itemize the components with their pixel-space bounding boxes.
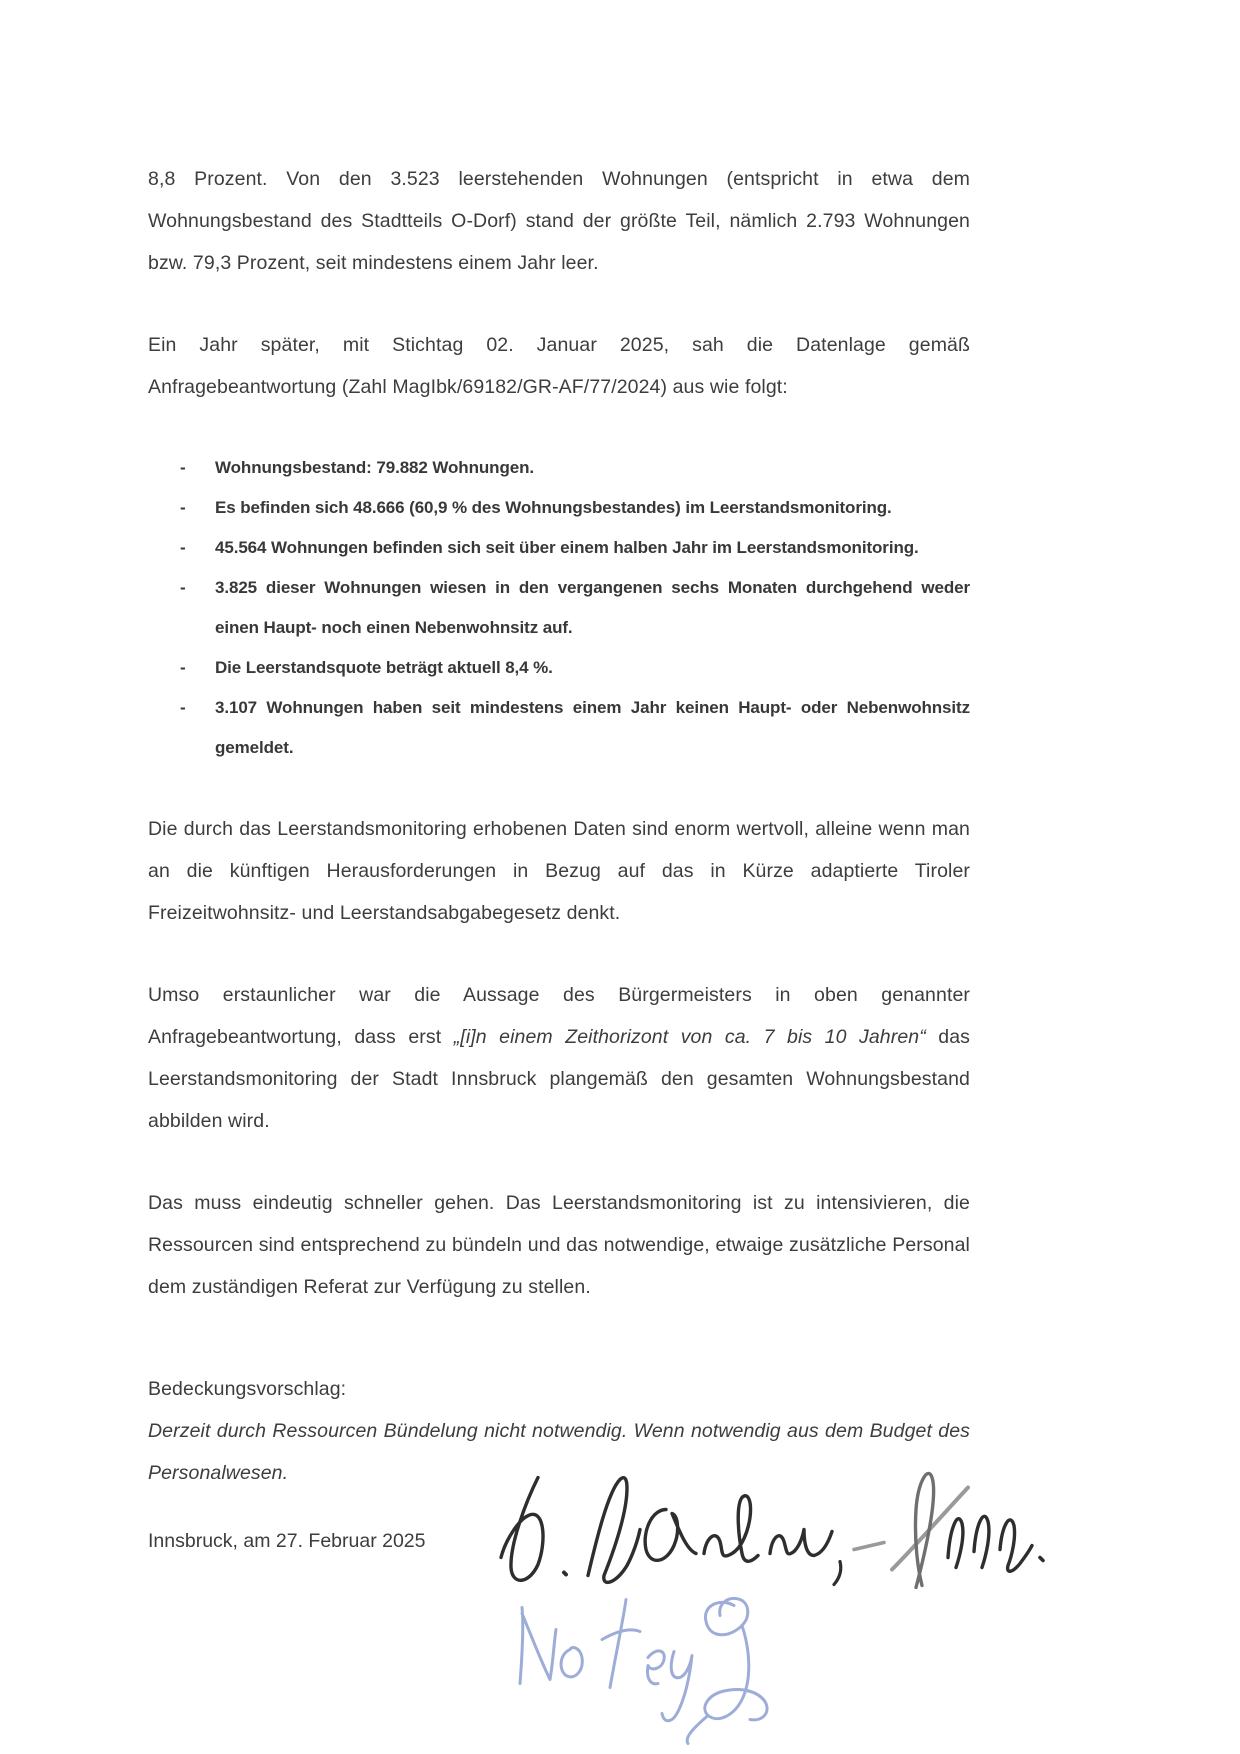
bullet-dash: - <box>180 458 186 477</box>
paragraph-data-value: Die durch das Leerstandsmonitoring erhobenen Daten sind enorm wertvoll, alleine wenn man an die künftigen Herausforderungen in Bezug auf das in Kürze adaptierte Tiroler Freizeitwohnsitz- und Leerstandsabgabegesetz denkt. <box>148 818 970 924</box>
paragraph-demand: Das muss eindeutig schneller gehen. Das Leerstandsmonitoring ist zu intensivieren, die Ressourcen sind entsprechend zu bündeln und das notwendige, etwaige zusätzliche Personal dem zuständigen Referat zur Verfügung zu stellen. <box>148 1192 970 1298</box>
paragraph-intro-stichtag-2025: Ein Jahr später, mit Stichtag 02. Januar 2025, sah die Datenlage gemäß Anfragebeantwortung (Zahl MagIbk/69182/GR-AF/77/2024) aus wie folgt: <box>148 334 970 398</box>
document-body <box>148 158 970 1494</box>
list-item-text: Wohnungsbestand: 79.882 Wohnungen. <box>215 458 534 477</box>
list-item <box>148 488 970 528</box>
list-item-text: Die Leerstandsquote beträgt aktuell 8,4 %. <box>215 658 553 677</box>
place-date-line: Innsbruck, am 27. Februar 2025 <box>148 1530 426 1552</box>
bullet-dash: - <box>180 698 186 717</box>
list-item-text: 3.825 dieser Wohnungen wiesen in den vergangenen sechs Monaten durchgehend weder einen Haupt- noch einen Nebenwohnsitz auf. <box>215 578 970 637</box>
list-item <box>148 448 970 488</box>
list-item <box>148 568 970 648</box>
list-item-text: Es befinden sich 48.666 (60,9 % des Wohnungsbestandes) im Leerstandsmonitoring. <box>215 498 892 517</box>
paragraph-vacancy-2024: 8,8 Prozent. Von den 3.523 leerstehenden Wohnungen (entspricht in etwa dem Wohnungsbestand des Stadtteils O-Dorf) stand der größte Teil, nämlich 2.793 Wohnungen bzw. 79,3 Prozent, seit mindestens einem Jahr leer. <box>148 168 970 274</box>
statement-suffix: das Leerstandsmonitoring der Stadt Innsbruck plangemäß den gesamten Wohnungsbestand abbilden wird. <box>148 1026 971 1132</box>
bullet-dash: - <box>180 498 186 517</box>
vacancy-data-list <box>148 448 970 768</box>
paragraph-mayor-statement <box>148 974 970 1142</box>
list-item <box>148 688 970 768</box>
coverage-proposal-heading: Bedeckungsvorschlag: <box>148 1378 347 1400</box>
list-item <box>148 648 970 688</box>
bullet-dash: - <box>180 578 186 597</box>
handwritten-signature-blue <box>498 1585 828 1750</box>
list-item-text: 45.564 Wohnungen befinden sich seit über einem halben Jahr im Leerstandsmonitoring. <box>215 538 919 557</box>
list-item-text: 3.107 Wohnungen haben seit mindestens einem Jahr keinen Haupt- oder Nebenwohnsitz gemeldet. <box>215 698 970 757</box>
statement-prefix: Umso erstaunlicher war die Aussage des Bürgermeisters in oben genannter Anfragebeantwortung, dass erst <box>148 984 970 1048</box>
statement-quote: „[i]n einem Zeithorizont von ca. 7 bis 10 Jahren“ <box>453 1026 926 1048</box>
bullet-dash: - <box>180 658 186 677</box>
list-item <box>148 528 970 568</box>
coverage-proposal-text: Derzeit durch Ressourcen Bündelung nicht notwendig. Wenn notwendig aus dem Budget des Personalwesen. <box>148 1420 970 1484</box>
bullet-dash: - <box>180 538 186 557</box>
